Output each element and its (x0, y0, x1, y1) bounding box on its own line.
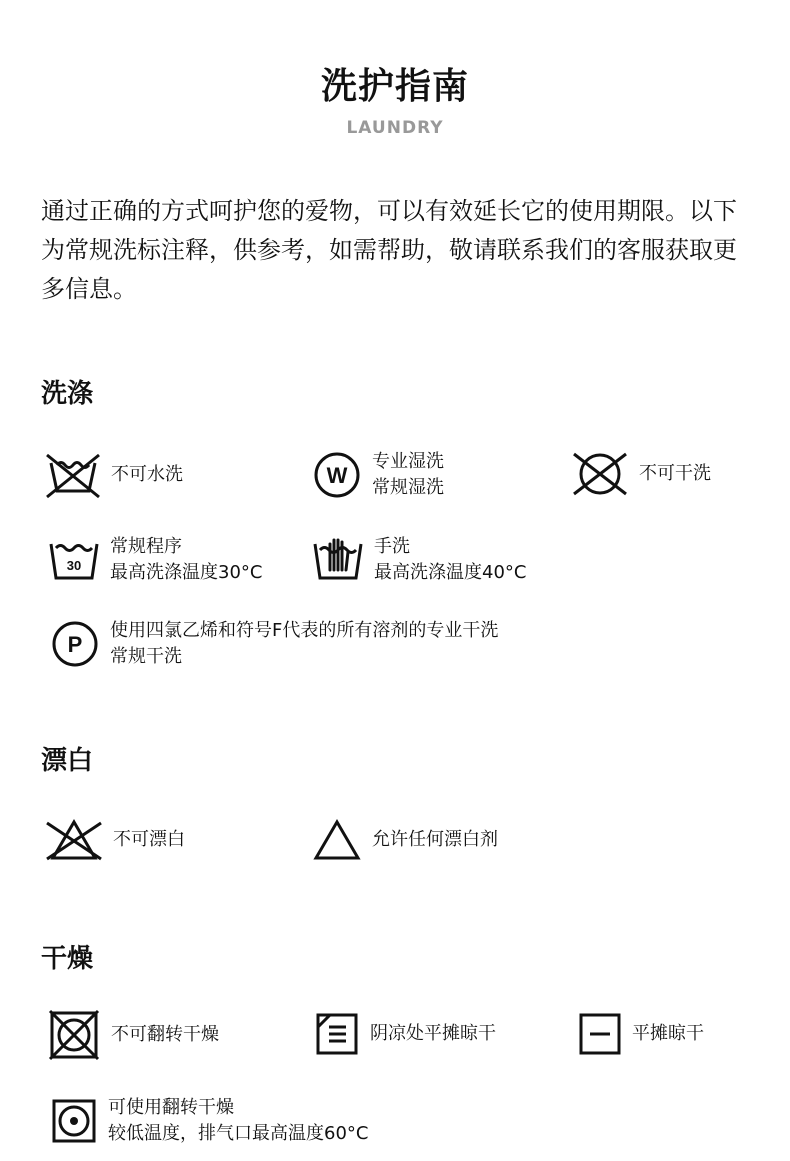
section-title-wash: 洗涤 (41, 379, 94, 409)
care-item-no-dry-clean (571, 449, 711, 499)
tumble-dry-low-icon (50, 1097, 98, 1145)
care-item-wet-clean (312, 449, 444, 501)
care-label: 手洗 最高洗涤温度40°C (374, 536, 527, 583)
no-water-wash-icon (45, 451, 101, 499)
no-dry-clean-icon (571, 449, 629, 499)
care-label: 允许任何漂白剂 (372, 829, 498, 850)
care-label: 不可水洗 (111, 464, 183, 485)
care-item-no-bleach (45, 817, 185, 863)
no-tumble-dry-icon (47, 1008, 101, 1062)
care-item-no-water-wash (45, 451, 183, 499)
care-label: 阴凉处平摊晾干 (370, 1023, 496, 1044)
care-label: 常规程序 最高洗涤温度30°C (110, 536, 263, 583)
shade-flat-dry-icon (314, 1011, 360, 1057)
care-item-hand-wash (312, 534, 526, 586)
care-item-tumble-dry-low (50, 1095, 368, 1147)
section-title-dry: 干燥 (41, 944, 94, 974)
page-subtitle: LAUNDRY (346, 118, 444, 138)
care-label: 专业湿洗 常规湿洗 (372, 451, 444, 498)
care-label: 不可翻转干燥 (111, 1024, 219, 1045)
page-title: 洗护指南 (320, 66, 469, 107)
care-label: 使用四氯乙烯和符号F代表的所有溶剂的专业干洗 常规干洗 (110, 620, 499, 667)
svg-text:W: W (326, 463, 348, 488)
care-label: 不可干洗 (639, 463, 711, 484)
care-label: 可使用翻转干燥 较低温度，排气口最高温度60°C (108, 1097, 369, 1144)
care-item-shade-flat-dry (314, 1011, 496, 1057)
no-bleach-icon (45, 817, 103, 863)
care-item-any-bleach (312, 817, 498, 863)
care-label: 平摊晾干 (632, 1023, 704, 1044)
care-label: 不可漂白 (113, 829, 185, 850)
section-title-bleach: 漂白 (41, 746, 94, 776)
care-item-dry-clean-p (50, 618, 498, 670)
hand-wash-icon (312, 536, 364, 584)
any-bleach-icon (312, 817, 362, 863)
wash-30-icon (48, 536, 100, 584)
flat-dry-icon (578, 1012, 622, 1056)
care-item-flat-dry (578, 1012, 704, 1056)
care-item-wash-30 (48, 534, 262, 586)
dry-clean-p-icon (50, 619, 100, 669)
intro-paragraph: 通过正确的方式呵护您的爱物，可以有效延长它的使用期限。以下为常规洗标注释，供参考，如需帮助，敬请联系我们的客服获取更多信息。 (41, 197, 737, 303)
svg-text:P: P (67, 632, 83, 657)
wet-clean-w-icon (312, 450, 362, 500)
svg-text:30: 30 (66, 558, 82, 573)
care-item-no-tumble-dry (47, 1008, 219, 1062)
